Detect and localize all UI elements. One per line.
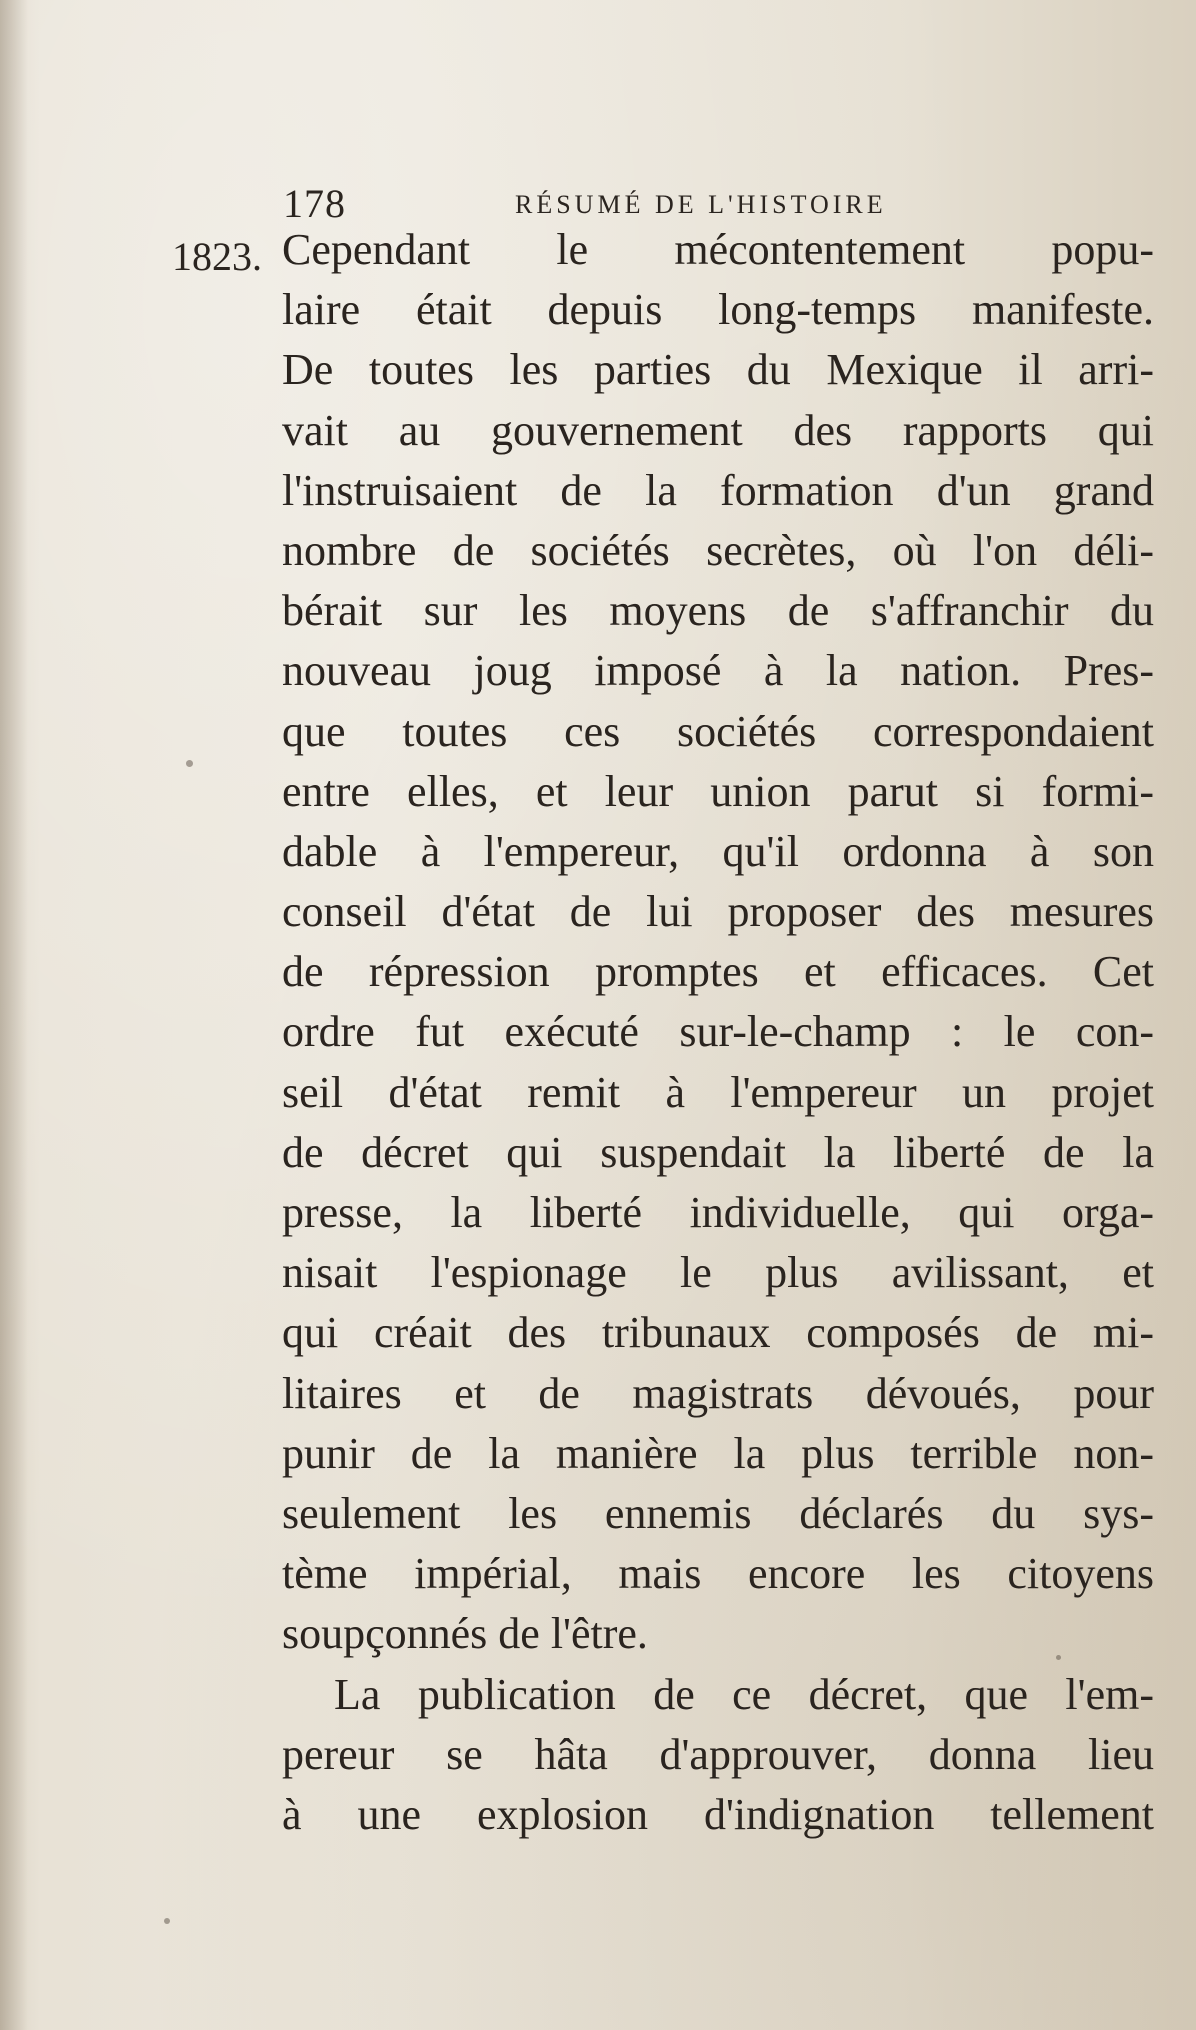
text-line: seil d'état remit à l'empereur un projet	[282, 1067, 1154, 1117]
spine-shadow	[0, 0, 28, 2030]
paper-speck	[186, 760, 193, 767]
text-line: laire était depuis long-temps manifeste.	[282, 285, 1154, 335]
body-text	[282, 220, 1154, 1845]
paragraph-2	[282, 1665, 1154, 1846]
paper-speck	[164, 1918, 170, 1924]
text-line: pereur se hâta d'approuver, donna lieu	[282, 1729, 1154, 1779]
text-line: punir de la manière la plus terrible non-	[282, 1428, 1154, 1478]
text-line: dable à l'empereur, qu'il ordonna à son	[282, 826, 1154, 876]
text-line: qui créait des tribunaux composés de mi-	[282, 1308, 1154, 1358]
text-line: Cependant le mécontentement popu-	[282, 225, 1154, 274]
text-line: que toutes ces sociétés correspondaient	[282, 706, 1154, 756]
text-line: nouveau joug imposé à la nation. Pres-	[282, 646, 1154, 696]
text-line: nisait l'espionage le plus avilissant, et	[282, 1248, 1154, 1298]
margin-year-note: 1823.	[172, 234, 262, 279]
text-line: bérait sur les moyens de s'affranchir du	[282, 586, 1154, 636]
paragraph-1	[282, 220, 1154, 1665]
text-line: de décret qui suspendait la liberté de la	[282, 1127, 1154, 1177]
text-line: entre elles, et leur union parut si formi-	[282, 766, 1154, 816]
text-line: tème impérial, mais encore les citoyens	[282, 1549, 1154, 1599]
text-line: La publication de ce décret, que l'em-	[334, 1669, 1154, 1719]
page-number: 178	[283, 181, 346, 226]
text-line: soupçonnés de l'être.	[282, 1609, 648, 1659]
text-line: conseil d'état de lui proposer des mesures	[282, 887, 1154, 937]
paper-speck	[1056, 1655, 1061, 1660]
text-line: vait au gouvernement des rapports qui	[282, 405, 1154, 455]
text-line: litaires et de magistrats dévoués, pour	[282, 1368, 1154, 1418]
text-line: l'instruisaient de la formation d'un grand	[282, 465, 1154, 515]
text-line: seulement les ennemis déclarés du sys-	[282, 1488, 1154, 1538]
running-head: RÉSUMÉ DE L'HISTOIRE	[515, 190, 887, 219]
text-line: De toutes les parties du Mexique il arri-	[282, 345, 1154, 395]
text-line: à une explosion d'indignation tellement	[282, 1789, 1154, 1839]
text-line: ordre fut exécuté sur-le-champ : le con-	[282, 1007, 1154, 1057]
text-line: de répression promptes et efficaces. Cet	[282, 947, 1154, 997]
text-line: nombre de sociétés secrètes, où l'on déli-	[282, 525, 1154, 575]
text-line: presse, la liberté individuelle, qui orga-	[282, 1188, 1154, 1237]
